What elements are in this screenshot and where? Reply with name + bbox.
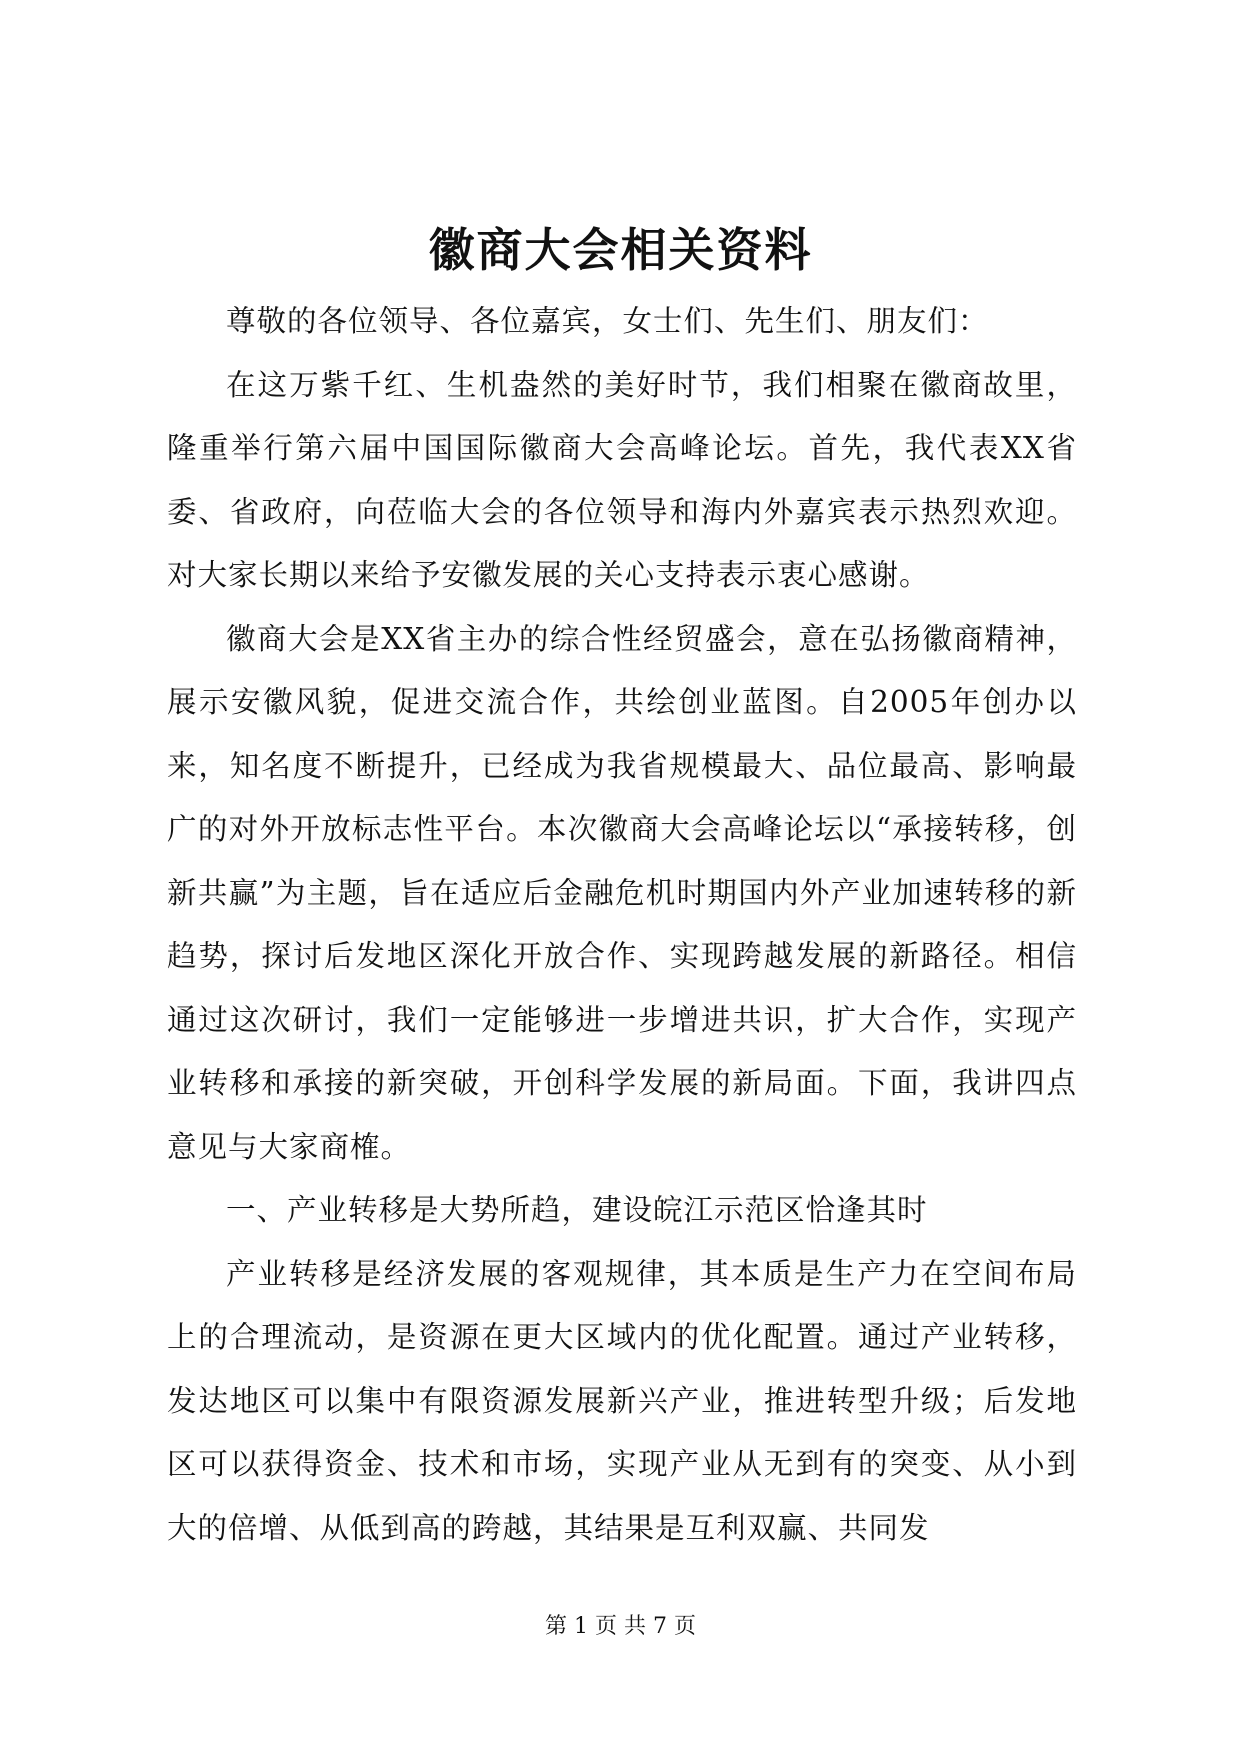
page-footer: 第 1 页 共 7 页: [545, 1614, 696, 1639]
document-body: [167, 290, 1077, 1560]
paragraph-industry-transfer: 产业转移是经济发展的客观规律，其本质是生产力在空间布局上的合理流动，是资源在更大区域内的优化配置。通过产业转移，发达地区可以集中有限资源发展新兴产业，推进转型升级；后发地区可以获得资金、技术和市场，实现产业从无到有的突变、从小到大的倍增、从低到高的跨越，其结果是互利双赢、共同发: [167, 1256, 1077, 1545]
section-heading-1: 一、产业转移是大势所趋，建设皖江示范区恰逢其时: [226, 1193, 928, 1227]
document-title: 徽商大会相关资料: [428, 223, 813, 277]
paragraph-conference-intro: 徽商大会是XX省主办的综合性经贸盛会，意在弘扬徽商精神，展示安徽风貌，促进交流合作，共绘创业蓝图。自2005年创办以来，知名度不断提升，已经成为我省规模最大、品位最高、影响最广的对外开放标志性平台。本次徽商大会高峰论坛以“承接转移，创新共赢”为主题，旨在适应后金融危机时期国内外产业加速转移的新趋势，探讨后发地区深化开放合作、实现跨越发展的新路径。相信通过这次研讨，我们一定能够进一步增进共识，扩大合作，实现产业转移和承接的新突破，开创科学发展的新局面。下面，我讲四点意见与大家商榷。: [167, 621, 1077, 1164]
paragraph-salutation: 尊敬的各位领导、各位嘉宾，女士们、先生们、朋友们：: [226, 304, 989, 338]
paragraph-welcome: 在这万紫千红、生机盎然的美好时节，我们相聚在徽商故里，隆重举行第六届中国国际徽商大会高峰论坛。首先，我代表XX省委、省政府，向莅临大会的各位领导和海内外嘉宾表示热烈欢迎。对大家长期以来给予安徽发展的关心支持表示衷心感谢。: [167, 367, 1077, 592]
